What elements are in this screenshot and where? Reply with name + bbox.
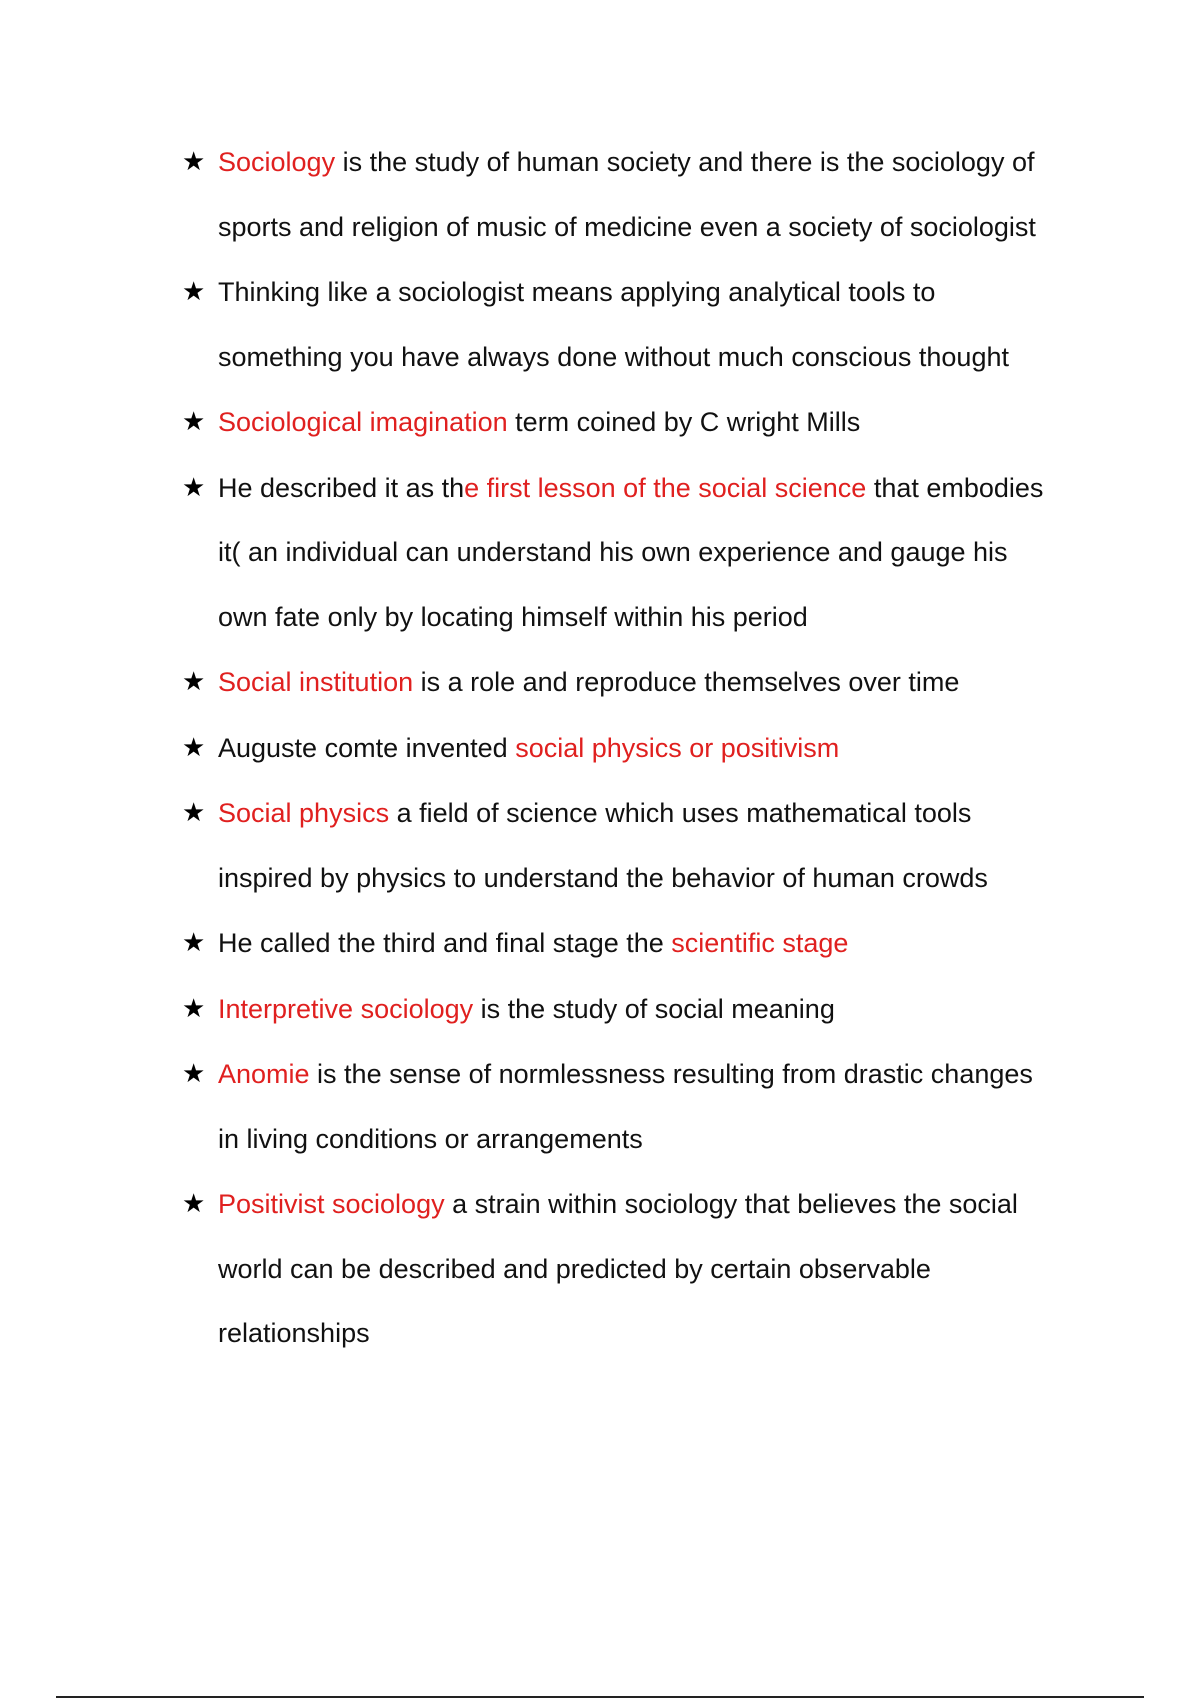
note-item	[182, 716, 1082, 781]
note-line	[218, 195, 1082, 260]
note-text: Auguste comte invented	[218, 732, 516, 763]
note-text: is a role and reproduce themselves over time	[413, 667, 960, 697]
star-icon: ★	[182, 472, 206, 503]
note-line	[218, 325, 1082, 390]
note-item	[182, 781, 1082, 910]
note-line	[218, 1107, 1082, 1172]
note-line	[218, 585, 1082, 650]
note-item	[182, 456, 1082, 650]
note-line	[218, 130, 1082, 195]
note-text: sports and religion of music of medicine even a society of sociologist	[218, 211, 1036, 242]
note-line	[218, 846, 1082, 911]
star-icon: ★	[182, 1189, 206, 1219]
note-text: a strain within sociology that believes the social	[444, 1189, 1018, 1219]
notes-list	[182, 130, 1082, 1367]
star-icon: ★	[182, 667, 206, 697]
note-text: it( an individual can understand his own experience and gauge his	[218, 537, 1008, 567]
note-line	[218, 650, 1082, 715]
note-item	[182, 1172, 1082, 1366]
star-icon: ★	[182, 928, 206, 958]
note-text: He called the third and final stage the	[218, 928, 672, 958]
footer-divider	[56, 1696, 1144, 1698]
note-item	[182, 1042, 1082, 1171]
note-item	[182, 130, 1082, 259]
star-icon: ★	[182, 277, 206, 307]
highlighted-term: social physics or positivism	[515, 732, 840, 763]
note-line	[218, 1301, 1082, 1366]
note-line	[218, 260, 1082, 325]
note-item	[182, 977, 1082, 1042]
note-line	[218, 716, 1082, 781]
note-text: that embodies	[866, 472, 1044, 503]
note-text: own fate only by locating himself within his period	[218, 601, 808, 632]
highlighted-term: scientific stage	[671, 928, 849, 958]
note-line	[218, 911, 1082, 976]
note-line	[218, 1042, 1082, 1107]
highlighted-term: Social institution	[218, 667, 414, 697]
note-text: is the study of human society and there is the sociology of	[335, 147, 1035, 177]
star-icon: ★	[182, 798, 206, 828]
star-icon: ★	[182, 732, 206, 763]
note-item	[182, 650, 1082, 715]
highlighted-term: Sociological imagination	[218, 407, 508, 437]
note-text: inspired by physics to understand the behavior of human crowds	[218, 862, 988, 893]
highlighted-term: Sociology	[218, 147, 336, 177]
note-item	[182, 390, 1082, 455]
note-text: term coined by C wright Mills	[507, 407, 861, 437]
highlighted-term: Social physics	[218, 798, 390, 828]
note-line	[218, 1172, 1082, 1237]
star-icon: ★	[182, 993, 206, 1024]
note-text: He described it as th	[218, 472, 465, 503]
note-line	[218, 456, 1082, 521]
highlighted-term: e first lesson of the social science	[464, 472, 867, 503]
note-text: a field of science which uses mathematical tools	[389, 798, 972, 828]
note-line	[218, 977, 1082, 1042]
note-item	[182, 911, 1082, 976]
highlighted-term: Positivist sociology	[218, 1189, 445, 1219]
note-text: in living conditions or arrangements	[218, 1123, 643, 1154]
highlighted-term: Interpretive sociology	[218, 993, 474, 1024]
note-text: Thinking like a sociologist means applying analytical tools to	[218, 277, 936, 307]
note-text: is the sense of normlessness resulting from drastic changes	[309, 1059, 1033, 1089]
note-text: something you have always done without much conscious thought	[218, 341, 1009, 372]
note-text: is the study of social meaning	[473, 993, 835, 1024]
note-line	[218, 781, 1082, 846]
note-line	[218, 520, 1082, 585]
highlighted-term: Anomie	[218, 1059, 310, 1089]
note-text: relationships	[218, 1318, 370, 1348]
note-item	[182, 260, 1082, 389]
star-icon: ★	[182, 407, 206, 437]
star-icon: ★	[182, 1059, 206, 1089]
note-line	[218, 390, 1082, 455]
note-text: world can be described and predicted by certain observable	[218, 1253, 931, 1284]
note-line	[218, 1237, 1082, 1302]
star-icon: ★	[182, 147, 206, 177]
